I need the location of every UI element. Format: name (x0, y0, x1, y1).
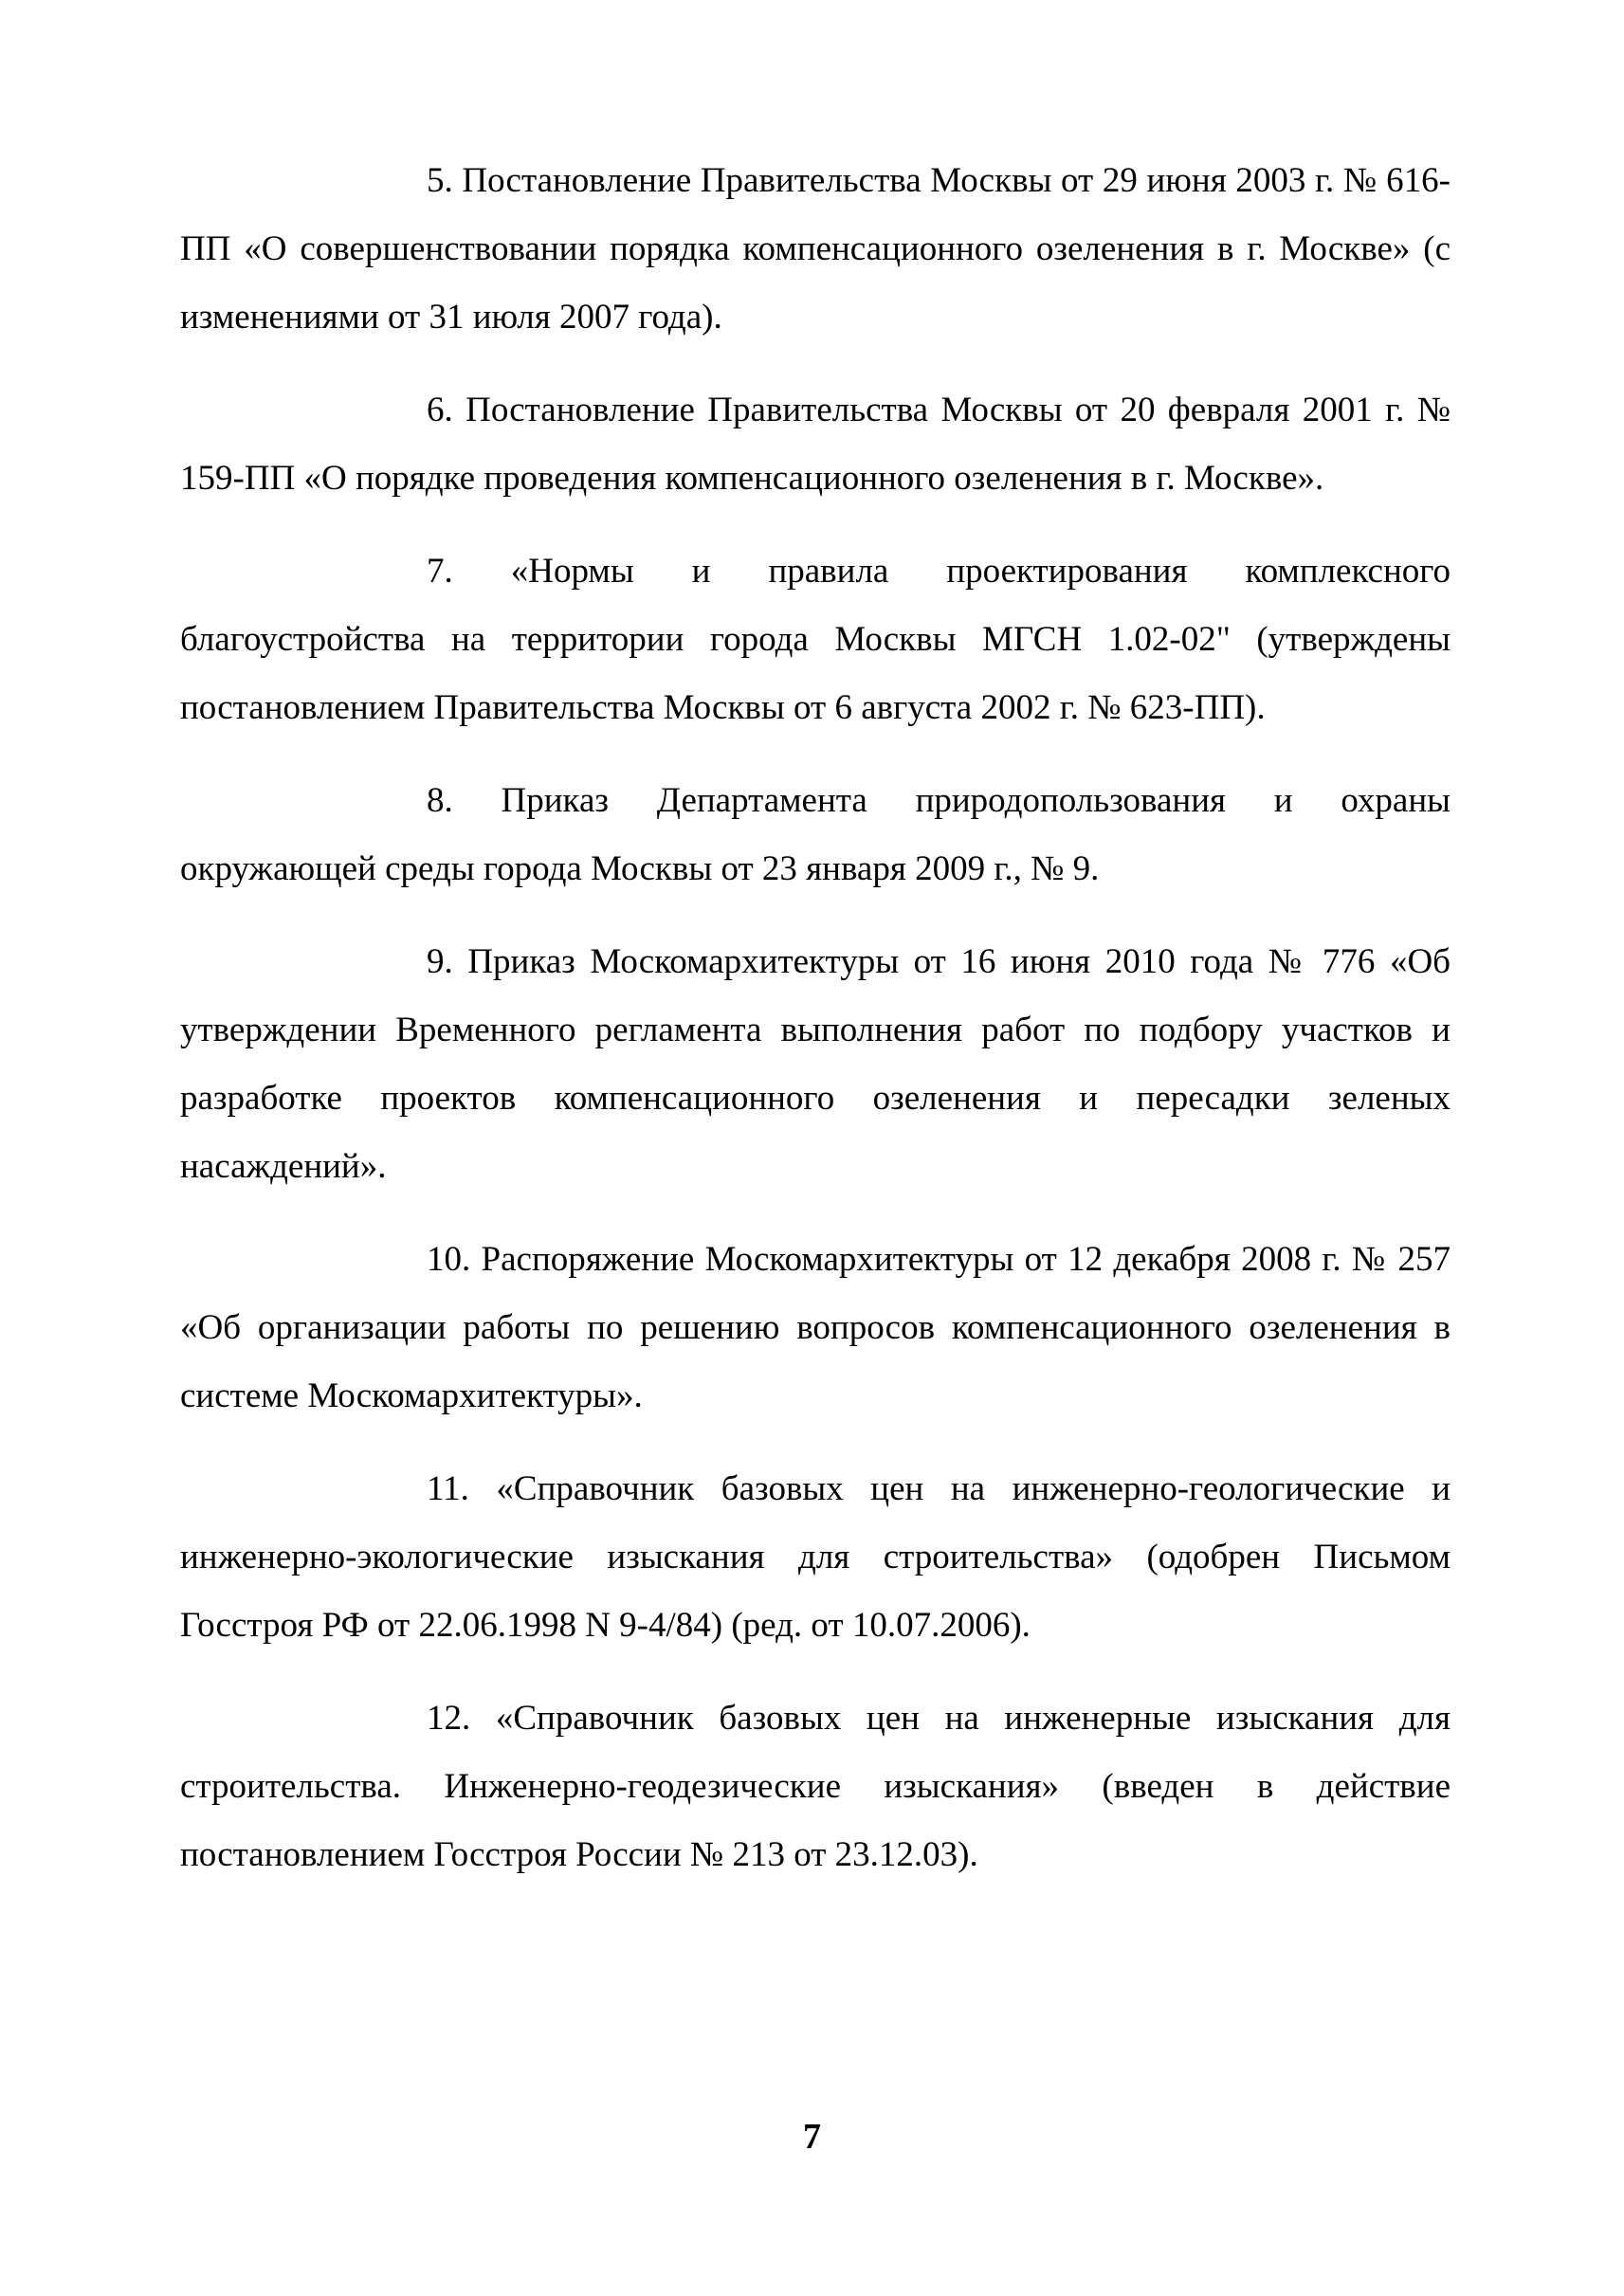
list-item (180, 538, 1451, 742)
item-number: 8. (427, 781, 453, 820)
list-item (180, 1685, 1451, 1889)
list-item (180, 147, 1451, 352)
item-number: 7. (427, 552, 453, 591)
item-text: Постановление Правительства Москвы от 29 июня 2003 г. № 616-ПП «О совершенствовании порядка компенсационного озеленения в г. Москве» (с изменениями от 31 июля 2007 года). (180, 161, 1451, 337)
item-text: Приказ Департамента природопользования и охраны окружающей среды города Москвы от 23 января 2009 г., № 9. (180, 781, 1451, 888)
item-text: Приказ Москомархитектуры от 16 июня 2010 года № 776 «Об утверждении Временного регламента выполнения работ по подбору участков и разработке проектов компенсационного озеленения и пересадки зеленых насаждений». (180, 942, 1451, 1186)
item-number: 12. (427, 1699, 471, 1738)
list-item (180, 376, 1451, 513)
item-number: 6. (427, 391, 453, 429)
item-number: 10. (427, 1240, 471, 1279)
item-text: Распоряжение Москомархитектуры от 12 декабря 2008 г. № 257 «Об организации работы по решению вопросов компенсационного озеленения в системе Москомархитектуры». (180, 1240, 1451, 1415)
item-text: Постановление Правительства Москвы от 20 февраля 2001 г. № 159-ПП «О порядке проведения компенсационного озеленения в г. Москве». (180, 391, 1451, 498)
item-text: «Нормы и правила проектирования комплексного благоустройства на территории города Москвы МГСН 1.02-02" (утверждены постановлением Правительства Москвы от 6 августа 2002 г. № 623-ПП). (180, 552, 1451, 727)
page-number: 7 (803, 2117, 821, 2157)
reference-list (180, 147, 1451, 1914)
list-item (180, 767, 1451, 903)
item-number: 9. (427, 942, 453, 981)
list-item (180, 1226, 1451, 1430)
item-number: 11. (427, 1469, 469, 1508)
item-number: 5. (427, 161, 453, 200)
list-item (180, 1455, 1451, 1660)
list-item (180, 928, 1451, 1201)
item-text: «Справочник базовых цен на инженерные изыскания для строительства. Инженерно-геодезические изыскания» (введен в действие постановлением Госстроя России № 213 от 23.12.03). (180, 1699, 1451, 1874)
item-text: «Справочник базовых цен на инженерно-геологические и инженерно-экологические изыскания для строительства» (одобрен Письмом Госстроя РФ от 22.06.1998 N 9-4/84) (ред. от 10.07.2006). (180, 1469, 1451, 1645)
